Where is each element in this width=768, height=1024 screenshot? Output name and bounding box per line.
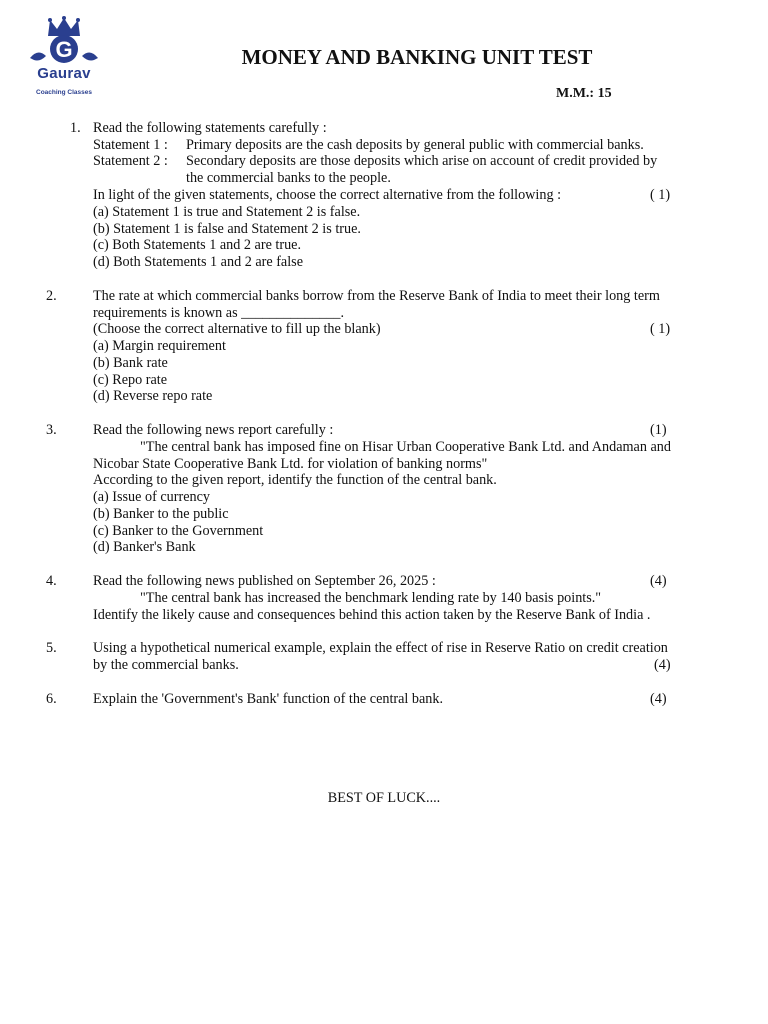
gaurav-logo <box>26 16 102 98</box>
page-title: MONEY AND BANKING UNIT TEST <box>241 45 593 69</box>
statement-2-text: Secondary deposits are those deposits which arise on account of credit provided by <box>186 153 658 169</box>
question-stem: Read the following news report carefully : <box>93 422 334 438</box>
statement-1-text: Primary deposits are the cash deposits by general public with commercial banks. <box>186 137 644 153</box>
logo-tagline: Coaching Classes <box>36 89 92 96</box>
option-a: (a) Statement 1 is true and Statement 2 is false. <box>93 204 361 220</box>
question-marks: (4) <box>654 657 671 673</box>
option-a: (a) Issue of currency <box>93 489 210 505</box>
question-number: 1. <box>70 120 81 136</box>
question-number: 5. <box>46 640 57 656</box>
question-text: Using a hypothetical numerical example, explain the effect of rise in Reserve Ratio on credit creation <box>93 640 668 656</box>
option-b: (b) Statement 1 is false and Statement 2 is true. <box>93 221 361 237</box>
news-quote-cont: Nicobar State Cooperative Bank Ltd. for violation of banking norms" <box>93 456 488 472</box>
question-text-cont: by the commercial banks. <box>93 657 239 673</box>
question-text-cont: requirements is known as ______________. <box>93 305 345 321</box>
question-marks: (1) <box>650 422 667 438</box>
option-d: (d) Reverse repo rate <box>93 388 213 404</box>
question-number: 3. <box>46 422 57 438</box>
option-c: (c) Both Statements 1 and 2 are true. <box>93 237 302 253</box>
statement-1-label: Statement 1 : <box>93 137 168 153</box>
option-a: (a) Margin requirement <box>93 338 226 354</box>
statement-2-label: Statement 2 : <box>93 153 168 169</box>
option-c: (c) Repo rate <box>93 372 168 388</box>
option-b: (b) Bank rate <box>93 355 168 371</box>
closing-message: BEST OF LUCK.... <box>327 790 441 806</box>
question-stem: Read the following statements carefully : <box>93 120 327 136</box>
option-b: (b) Banker to the public <box>93 506 229 522</box>
question-number: 2. <box>46 288 57 304</box>
question-text: The rate at which commercial banks borrow from the Reserve Bank of India to meet their long term <box>93 288 660 304</box>
question-instruction: (Choose the correct alternative to fill up the blank) <box>93 321 381 337</box>
option-c: (c) Banker to the Government <box>93 523 264 539</box>
question-stem: Read the following news published on September 26, 2025 : <box>93 573 436 589</box>
question-number: 6. <box>46 691 57 707</box>
news-quote: "The central bank has imposed fine on Hisar Urban Cooperative Bank Ltd. and Andaman and <box>140 439 671 455</box>
option-d: (d) Both Statements 1 and 2 are false <box>93 254 303 270</box>
question-instruction: Identify the likely cause and consequences behind this action taken by the Reserve Bank of India . <box>93 607 651 623</box>
news-quote: "The central bank has increased the benchmark lending rate by 140 basis points." <box>140 590 602 606</box>
question-marks: (4) <box>650 573 667 589</box>
crown-g-emblem-icon <box>26 16 102 68</box>
question-marks: (4) <box>650 691 667 707</box>
question-text: Explain the 'Government's Bank' function of the central bank. <box>93 691 444 707</box>
question-marks: ( 1) <box>650 321 671 337</box>
max-marks: M.M.: 15 <box>556 86 612 101</box>
question-instruction: According to the given report, identify the function of the central bank. <box>93 472 497 488</box>
question-instruction: In light of the given statements, choose the correct alternative from the following : <box>93 187 562 203</box>
logo-name: Gaurav <box>37 65 91 82</box>
option-d: (d) Banker's Bank <box>93 539 196 555</box>
logo-letter: G <box>55 37 73 62</box>
statement-2-text-cont: the commercial banks to the people. <box>186 170 391 186</box>
question-marks: ( 1) <box>650 187 671 203</box>
question-number: 4. <box>46 573 57 589</box>
